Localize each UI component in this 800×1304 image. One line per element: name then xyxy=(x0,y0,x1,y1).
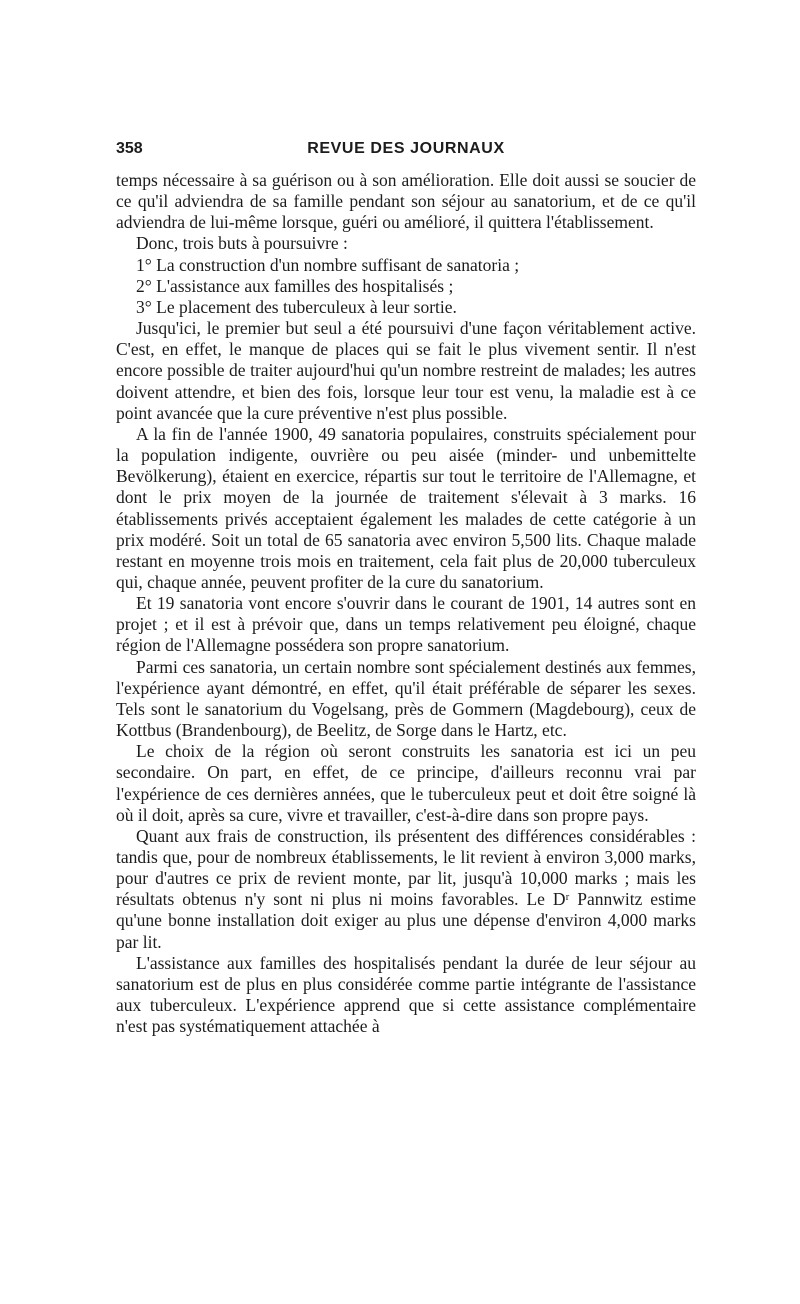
list-item-goal-1: 1° La construction d'un nombre suffisant de sanatoria ; xyxy=(136,254,520,275)
article-body xyxy=(116,170,696,1037)
paragraph-region-choice: Le choix de la région où seront construits les sanatoria est ici un peu secondaire. On part, en effet, de ce principe, d'ailleurs reconnu vrai par l'expérience de ces dernières années, que le tuberculeux peut et doit être soigné là où il doit, après sa cure, vivre et travailler, c'est-à-dire dans son propre pays. xyxy=(116,741,696,825)
paragraph-continued: temps nécessaire à sa guérison ou à son amélioration. Elle doit aussi se soucier de ce qu'il adviendra de sa famille pendant son séjour au sanatorium, et de ce qu'il adviendra de lui-même lorsque, guéri ou amélioré, il quittera l'établissement. xyxy=(116,170,696,233)
paragraph-first-goal: Jusqu'ici, le premier but seul a été poursuivi d'une façon véritablement active. C'est, en effet, le manque de places qui se fait le plus vivement sentir. Il n'est encore possible de traiter aujourd'hui qu'un nombre restreint de malades; les autres doivent attendre, et bien des fois, lorsque leur tour est venu, la maladie est à ce point avancée que la cure préventive n'est plus possible. xyxy=(116,318,696,423)
paragraph-new-sanatoria: Et 19 sanatoria vont encore s'ouvrir dans le courant de 1901, 14 autres sont en projet ; et il est à prévoir que, dans un temps relativement peu éloigné, chaque région de l'Allemagne possédera son propre sanatorium. xyxy=(116,593,696,656)
page-header xyxy=(116,140,696,170)
paragraph-women-sanatoria: Parmi ces sanatoria, un certain nombre sont spécialement destinés aux femmes, l'expérience ayant démontré, en effet, qu'il était préférable de séparer les sexes. Tels sont le sanatorium du Vogelsang, près de Gommern (Magdebourg), ceux de Kottbus (Brandenbourg), de Beelitz, de Sorge dans le Hartz, etc. xyxy=(116,656,696,741)
page-number: 358 xyxy=(116,140,143,157)
running-title: REVUE DES JOURNAUX xyxy=(307,140,505,157)
paragraph-goals-intro: Donc, trois buts à poursuivre : xyxy=(136,233,348,254)
list-item-goal-2: 2° L'assistance aux familles des hospitalisés ; xyxy=(136,275,454,296)
paragraph-construction-costs: Quant aux frais de construction, ils présentent des différences considérables : tandis que, pour de nombreux établissements, le lit revient à environ 3,000 marks, pour d'autres ce prix de revient monte, par lit, jusqu'à 10,000 marks ; mais les résultats obtenus n'y sont ni plus ni moins favorables. Le Dʳ Pannwitz estime qu'une bonne installation doit exiger au plus une dépense d'environ 4,000 marks par lit. xyxy=(116,825,696,952)
paragraph-year-1900: A la fin de l'année 1900, 49 sanatoria populaires, construits spécialement pour la population indigente, ouvrière ou peu aisée (minder- und unbemittelte Bevölkerung), étaient en exercice, répartis sur tout le territoire de l'Allemagne, et dont le prix moyen de la journée de traitement s'élevait à 3 marks. 16 établissements privés acceptaient également les malades de cette catégorie à un prix modéré. Soit un total de 65 sanatoria avec environ 5,500 lits. Chaque malade restant en moyenne trois mois en traitement, cela fait plus de 20,000 tuberculeux qui, chaque année, peuvent profiter de la cure du sanatorium. xyxy=(116,423,696,592)
list-item-goal-3: 3° Le placement des tuberculeux à leur sortie. xyxy=(136,296,457,317)
paragraph-family-assistance: L'assistance aux familles des hospitalisés pendant la durée de leur séjour au sanatorium est de plus en plus considérée comme partie intégrante de l'assistance aux tuberculeux. L'expérience apprend que si cette assistance complémentaire n'est pas systématiquement attachée à xyxy=(116,952,696,1037)
document-page xyxy=(116,140,696,1037)
